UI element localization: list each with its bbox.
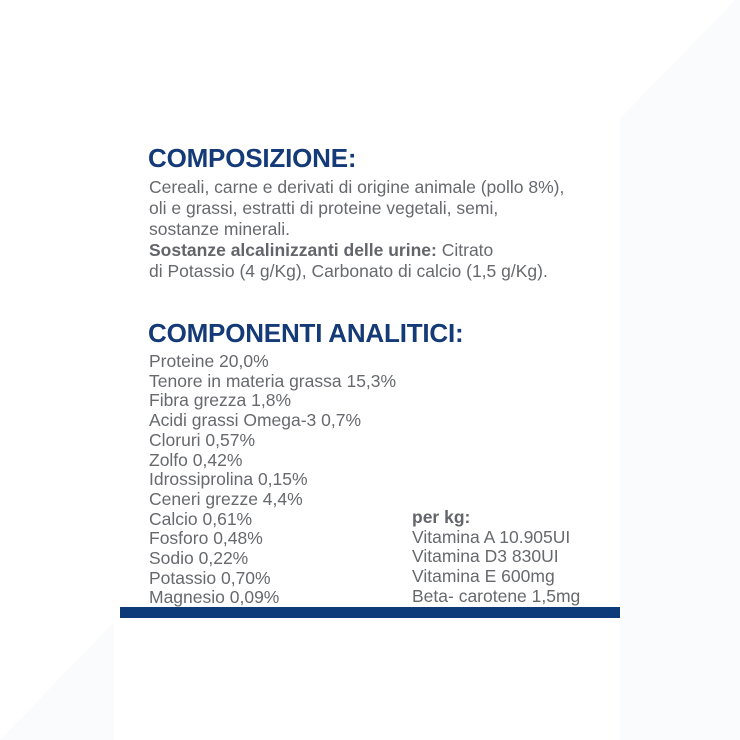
per-kg-block	[412, 508, 652, 607]
composizione-line-text: Cereali, carne e derivati di origine animale (pollo 8%),	[149, 177, 565, 197]
composizione-line-text: oli e grassi, estratti di proteine vegetali, semi,	[149, 198, 499, 218]
divider-bar	[120, 607, 620, 618]
list-item: Beta- carotene 1,5mg	[412, 585, 581, 606]
composizione-heading: COMPOSIZIONE:	[148, 143, 357, 173]
componenti-analitici-heading: COMPONENTI ANALITICI:	[148, 318, 464, 348]
composizione-line	[149, 198, 629, 219]
list-item: Idrossiprolina 0,15%	[149, 469, 308, 490]
list-item: Tenore in materia grassa 15,3%	[149, 370, 397, 391]
list-item: Vitamina E 600mg	[412, 566, 555, 587]
list-item: Fibra grezza 1,8%	[149, 390, 292, 411]
list-item: Zolfo 0,42%	[149, 449, 243, 470]
list-item: Vitamina D3 830UI	[412, 546, 559, 567]
composizione-line-text: di Potassio (4 g/Kg), Carbonato di calcio (1,5 g/Kg).	[149, 261, 548, 281]
composizione-line-text: Citrato	[441, 240, 494, 260]
list-item: Vitamina A 10.905UI	[412, 526, 571, 547]
per-kg-label: per kg:	[412, 507, 471, 527]
composizione-line	[149, 177, 629, 198]
list-item: Ceneri grezze 4,4%	[149, 488, 303, 509]
list-item: Proteine 20,0%	[149, 351, 269, 371]
alkalising-substances-label: Sostanze alcalinizzanti delle urine:	[149, 240, 437, 260]
analytical-components-list	[149, 352, 449, 608]
composizione-text	[149, 177, 629, 282]
list-item: Fosforo 0,48%	[149, 528, 263, 549]
background-shade-bottom-left	[0, 622, 114, 740]
list-item: Acidi grassi Omega-3 0,7%	[149, 410, 362, 431]
list-item: Calcio 0,61%	[149, 508, 253, 529]
background-shade-top-right	[620, 0, 740, 740]
list-item: Sodio 0,22%	[149, 548, 249, 569]
vitamins-list	[412, 528, 652, 607]
composizione-line	[149, 261, 629, 282]
composizione-line	[149, 219, 629, 240]
list-item: Cloruri 0,57%	[149, 429, 256, 450]
list-item: Potassio 0,70%	[149, 567, 271, 588]
composizione-line	[149, 240, 629, 261]
list-item: Magnesio 0,09%	[149, 587, 280, 608]
composizione-line-text: sostanze minerali.	[149, 219, 291, 239]
